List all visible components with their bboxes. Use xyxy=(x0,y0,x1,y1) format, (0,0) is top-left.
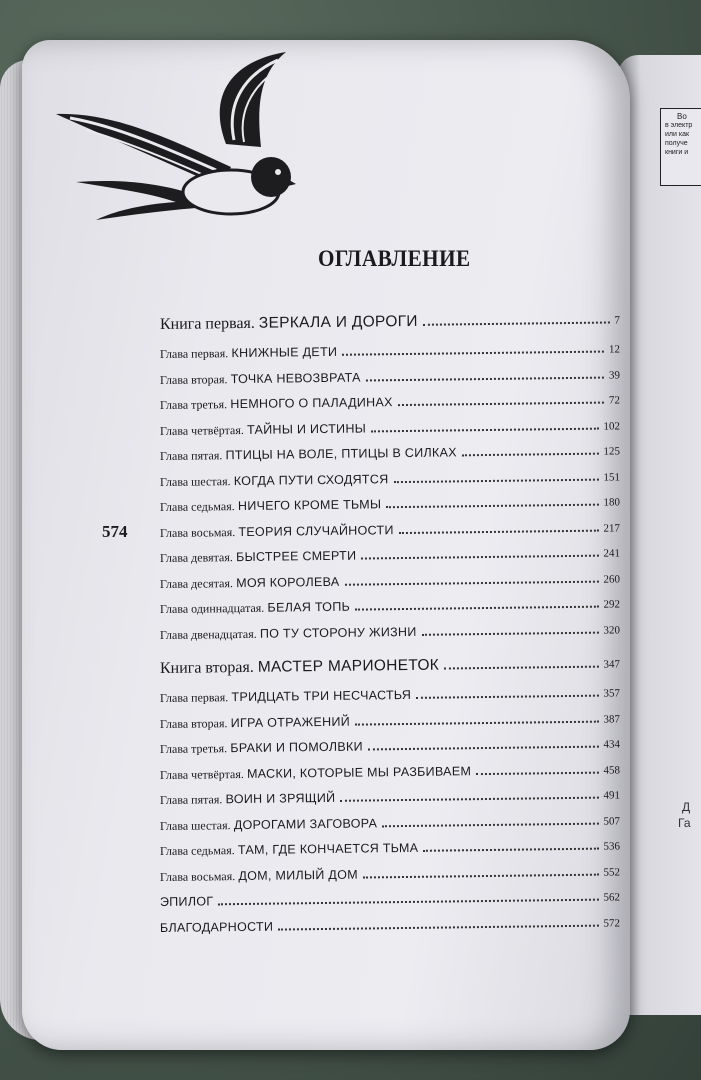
chapter-name: ТАЙНЫ И ИСТИНЫ xyxy=(246,420,367,437)
right-box-line: в электр xyxy=(665,122,693,129)
toc-page-number: 357 xyxy=(603,687,620,700)
chapter-name: ДОМ, МИЛЫЙ ДОМ xyxy=(238,867,358,883)
toc-page-number: 180 xyxy=(603,496,620,509)
swallow-bird-icon xyxy=(56,52,296,220)
leader-dots xyxy=(344,580,598,585)
chapter-name: КНИЖНЫЕ ДЕТИ xyxy=(231,344,338,361)
chapter-name: НЕМНОГО О ПАЛАДИНАХ xyxy=(230,395,393,412)
right-page-fragment: Д xyxy=(682,800,691,814)
leader-dots xyxy=(416,695,598,699)
toc-page-number: 572 xyxy=(603,916,620,930)
chapter-prefix: Глава вторая. xyxy=(159,715,228,731)
acknowledgements-label: БЛАГОДАРНОСТИ xyxy=(159,919,274,935)
chapter-prefix: Глава восьмая. xyxy=(159,868,236,884)
toc-book-two xyxy=(159,656,620,945)
toc-page-number: 7 xyxy=(614,314,620,327)
chapter-prefix: Глава четвёртая. xyxy=(159,422,244,438)
leader-dots xyxy=(355,606,598,611)
leader-dots xyxy=(476,771,598,774)
leader-dots xyxy=(462,453,599,457)
toc-page-number: 458 xyxy=(603,763,620,777)
leader-dots xyxy=(399,529,599,533)
chapter-prefix: Глава седьмая. xyxy=(159,499,235,514)
leader-dots xyxy=(340,797,598,802)
toc-page-number: 241 xyxy=(603,547,620,560)
toc-page-number: 507 xyxy=(603,814,620,828)
chapter-name: МОЯ КОРОЛЕВА xyxy=(236,574,340,590)
toc-page-number: 260 xyxy=(603,572,620,586)
leader-dots xyxy=(368,746,599,751)
chapter-name: ПТИЦЫ НА ВОЛЕ, ПТИЦЫ В СИЛКАХ xyxy=(225,445,457,463)
right-page-notice-box xyxy=(660,108,701,186)
toc-page-number: 72 xyxy=(608,394,620,407)
chapter-name: БЫСТРЕЕ СМЕРТИ xyxy=(235,548,357,565)
chapter-prefix: Глава десятая. xyxy=(159,575,234,591)
leader-dots xyxy=(444,666,598,670)
toc-page-number: 292 xyxy=(603,598,620,611)
chapter-name: ПО ТУ СТОРОНУ ЖИЗНИ xyxy=(259,624,417,641)
toc-page-number: 39 xyxy=(608,368,620,382)
toc-page-number: 387 xyxy=(603,712,620,726)
chapter-prefix: Глава вторая. xyxy=(159,371,228,387)
leader-dots xyxy=(355,720,598,725)
chapter-name: КОГДА ПУТИ СХОДЯТСЯ xyxy=(233,471,389,488)
toc-page-number: 217 xyxy=(603,521,620,535)
leader-dots xyxy=(423,848,598,852)
chapter-name: БРАКИ И ПОМОЛВКИ xyxy=(230,739,363,756)
leader-dots xyxy=(398,402,604,407)
chapter-prefix: Глава первая. xyxy=(159,346,229,361)
page-number: 574 xyxy=(102,522,128,541)
chapter-prefix: Глава шестая. xyxy=(159,473,231,489)
chapter-name: ТРИДЦАТЬ ТРИ НЕСЧАСТЬЯ xyxy=(231,687,412,705)
book-name: МАСТЕР МАРИОНЕТОК xyxy=(257,656,440,676)
chapter-prefix: Глава одиннадцатая. xyxy=(159,600,265,616)
toc-chapter-entry[interactable] xyxy=(160,621,620,652)
right-box-line: Во xyxy=(677,112,687,121)
toc-book-one xyxy=(159,312,620,652)
right-page xyxy=(618,55,701,1015)
right-box-line: получе xyxy=(665,140,688,147)
leader-dots xyxy=(366,376,604,381)
chapter-name: ИГРА ОТРАЖЕНИЙ xyxy=(230,714,351,730)
toc-page-number: 536 xyxy=(603,840,620,853)
chapter-prefix: Глава восьмая. xyxy=(159,524,236,540)
chapter-prefix: Глава шестая. xyxy=(159,817,231,833)
chapter-prefix: Глава четвёртая. xyxy=(159,766,244,782)
leader-dots xyxy=(386,504,598,509)
chapter-prefix: Глава седьмая. xyxy=(159,843,235,858)
toc-page-number: 320 xyxy=(603,623,620,637)
page-title: ОГЛАВЛЕНИЕ xyxy=(318,246,471,271)
leader-dots xyxy=(278,924,598,930)
chapter-name: ТЕОРИЯ СЛУЧАЙНОСТИ xyxy=(238,522,394,539)
leader-dots xyxy=(422,631,599,635)
toc-page-number: 102 xyxy=(603,419,620,433)
chapter-prefix: Глава пятая. xyxy=(159,448,223,463)
leader-dots xyxy=(371,427,598,432)
chapter-name: БЕЛАЯ ТОПЬ xyxy=(267,599,351,615)
chapter-prefix: Глава первая. xyxy=(159,690,229,705)
leader-dots xyxy=(423,322,610,326)
leader-dots xyxy=(393,478,598,483)
epilogue-label: ЭПИЛОГ xyxy=(159,894,214,909)
leader-dots xyxy=(361,555,598,560)
chapter-name: ДОРОГАМИ ЗАГОВОРА xyxy=(233,815,378,832)
chapter-prefix: Глава двенадцатая. xyxy=(159,626,257,642)
chapter-prefix: Глава третья. xyxy=(159,397,228,412)
book-label: Книга вторая. xyxy=(159,658,254,677)
toc-page-number: 151 xyxy=(603,470,620,484)
leader-dots xyxy=(382,822,598,827)
chapter-prefix: Глава девятая. xyxy=(159,550,233,565)
toc-page-number: 125 xyxy=(603,445,620,458)
chapter-name: МАСКИ, КОТОРЫЕ МЫ РАЗБИВАЕМ xyxy=(246,763,472,781)
toc-page-number: 562 xyxy=(603,891,620,904)
chapter-prefix: Глава пятая. xyxy=(159,792,223,807)
leader-dots xyxy=(218,899,598,906)
toc-page-number: 434 xyxy=(603,738,620,751)
right-box-line: или как xyxy=(665,131,690,138)
leader-dots xyxy=(342,351,604,356)
chapter-name: НИЧЕГО КРОМЕ ТЬМЫ xyxy=(237,497,382,514)
toc-page-number: 552 xyxy=(603,865,620,879)
right-page-fragment: Га xyxy=(678,816,691,830)
book-name: ЗЕРКАЛА И ДОРОГИ xyxy=(258,312,418,332)
chapter-prefix: Глава третья. xyxy=(159,741,228,756)
chapter-name: ТОЧКА НЕВОЗВРАТА xyxy=(230,370,361,386)
chapter-name: ТАМ, ГДЕ КОНЧАЕТСЯ ТЬМА xyxy=(237,840,419,858)
toc-page-number: 491 xyxy=(603,789,620,802)
right-box-line: книги и xyxy=(665,149,689,156)
toc-page-number: 347 xyxy=(603,658,620,671)
leader-dots xyxy=(363,873,599,878)
chapter-name: ВОИН И ЗРЯЩИЙ xyxy=(225,790,336,807)
toc-page-number: 12 xyxy=(608,343,620,356)
book-label: Книга первая. xyxy=(159,314,255,333)
toc-acknowledgements-entry[interactable] xyxy=(160,914,620,945)
